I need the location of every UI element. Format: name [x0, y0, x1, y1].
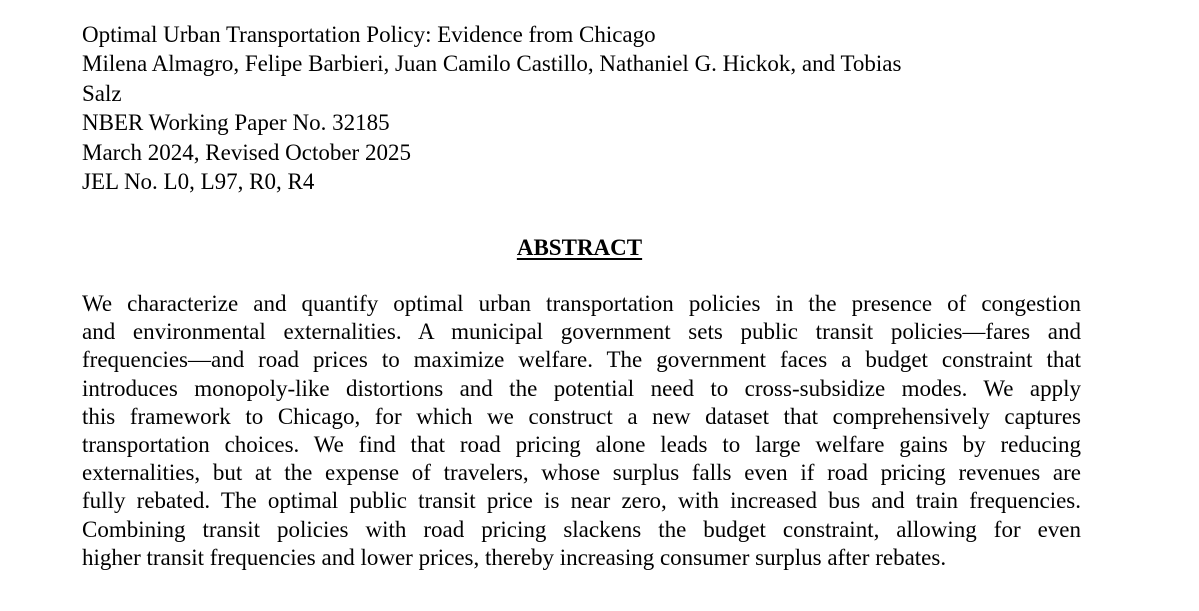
abstract-line: introduces monopoly-like distortions and the potential need to cross-subsidize modes. We apply — [82, 375, 1081, 401]
paper-authors-line-2: Salz — [82, 80, 122, 106]
paper-authors-line-1: Milena Almagro, Felipe Barbieri, Juan Camilo Castillo, Nathaniel G. Hickok, and Tobias — [82, 51, 902, 77]
abstract-line: higher transit frequencies and lower prices, thereby increasing consumer surplus after rebates. — [82, 544, 947, 570]
paper-metadata — [82, 20, 1142, 196]
abstract-line: fully rebated. The optimal public transit price is near zero, with increased bus and train frequencies. — [82, 488, 1081, 514]
paper-series-number: NBER Working Paper No. 32185 — [82, 110, 390, 136]
abstract-line: frequencies—and road prices to maximize welfare. The government faces a budget constraint that — [82, 347, 1081, 373]
abstract-line: We characterize and quantify optimal urban transportation policies in the presence of congestion — [82, 291, 1081, 316]
abstract-line: and environmental externalities. A municipal government sets public transit policies—fares and — [82, 319, 1081, 345]
abstract-line: Combining transit policies with road pricing slackens the budget constraint, allowing for even — [82, 516, 1081, 542]
paper-jel-codes: JEL No. L0, L97, R0, R4 — [82, 169, 315, 195]
paper-title: Optimal Urban Transportation Policy: Evidence from Chicago — [82, 22, 656, 47]
abstract-line: transportation choices. We find that road pricing alone leads to large welfare gains by reducing — [82, 432, 1081, 458]
abstract-heading: ABSTRACT — [516, 235, 643, 260]
abstract-body — [82, 290, 1081, 572]
abstract-line: this framework to Chicago, for which we construct a new dataset that comprehensively captures — [82, 403, 1081, 429]
paper-date: March 2024, Revised October 2025 — [82, 139, 411, 165]
abstract-line: externalities, but at the expense of travelers, whose surplus falls even if road pricing revenues are — [82, 460, 1081, 486]
